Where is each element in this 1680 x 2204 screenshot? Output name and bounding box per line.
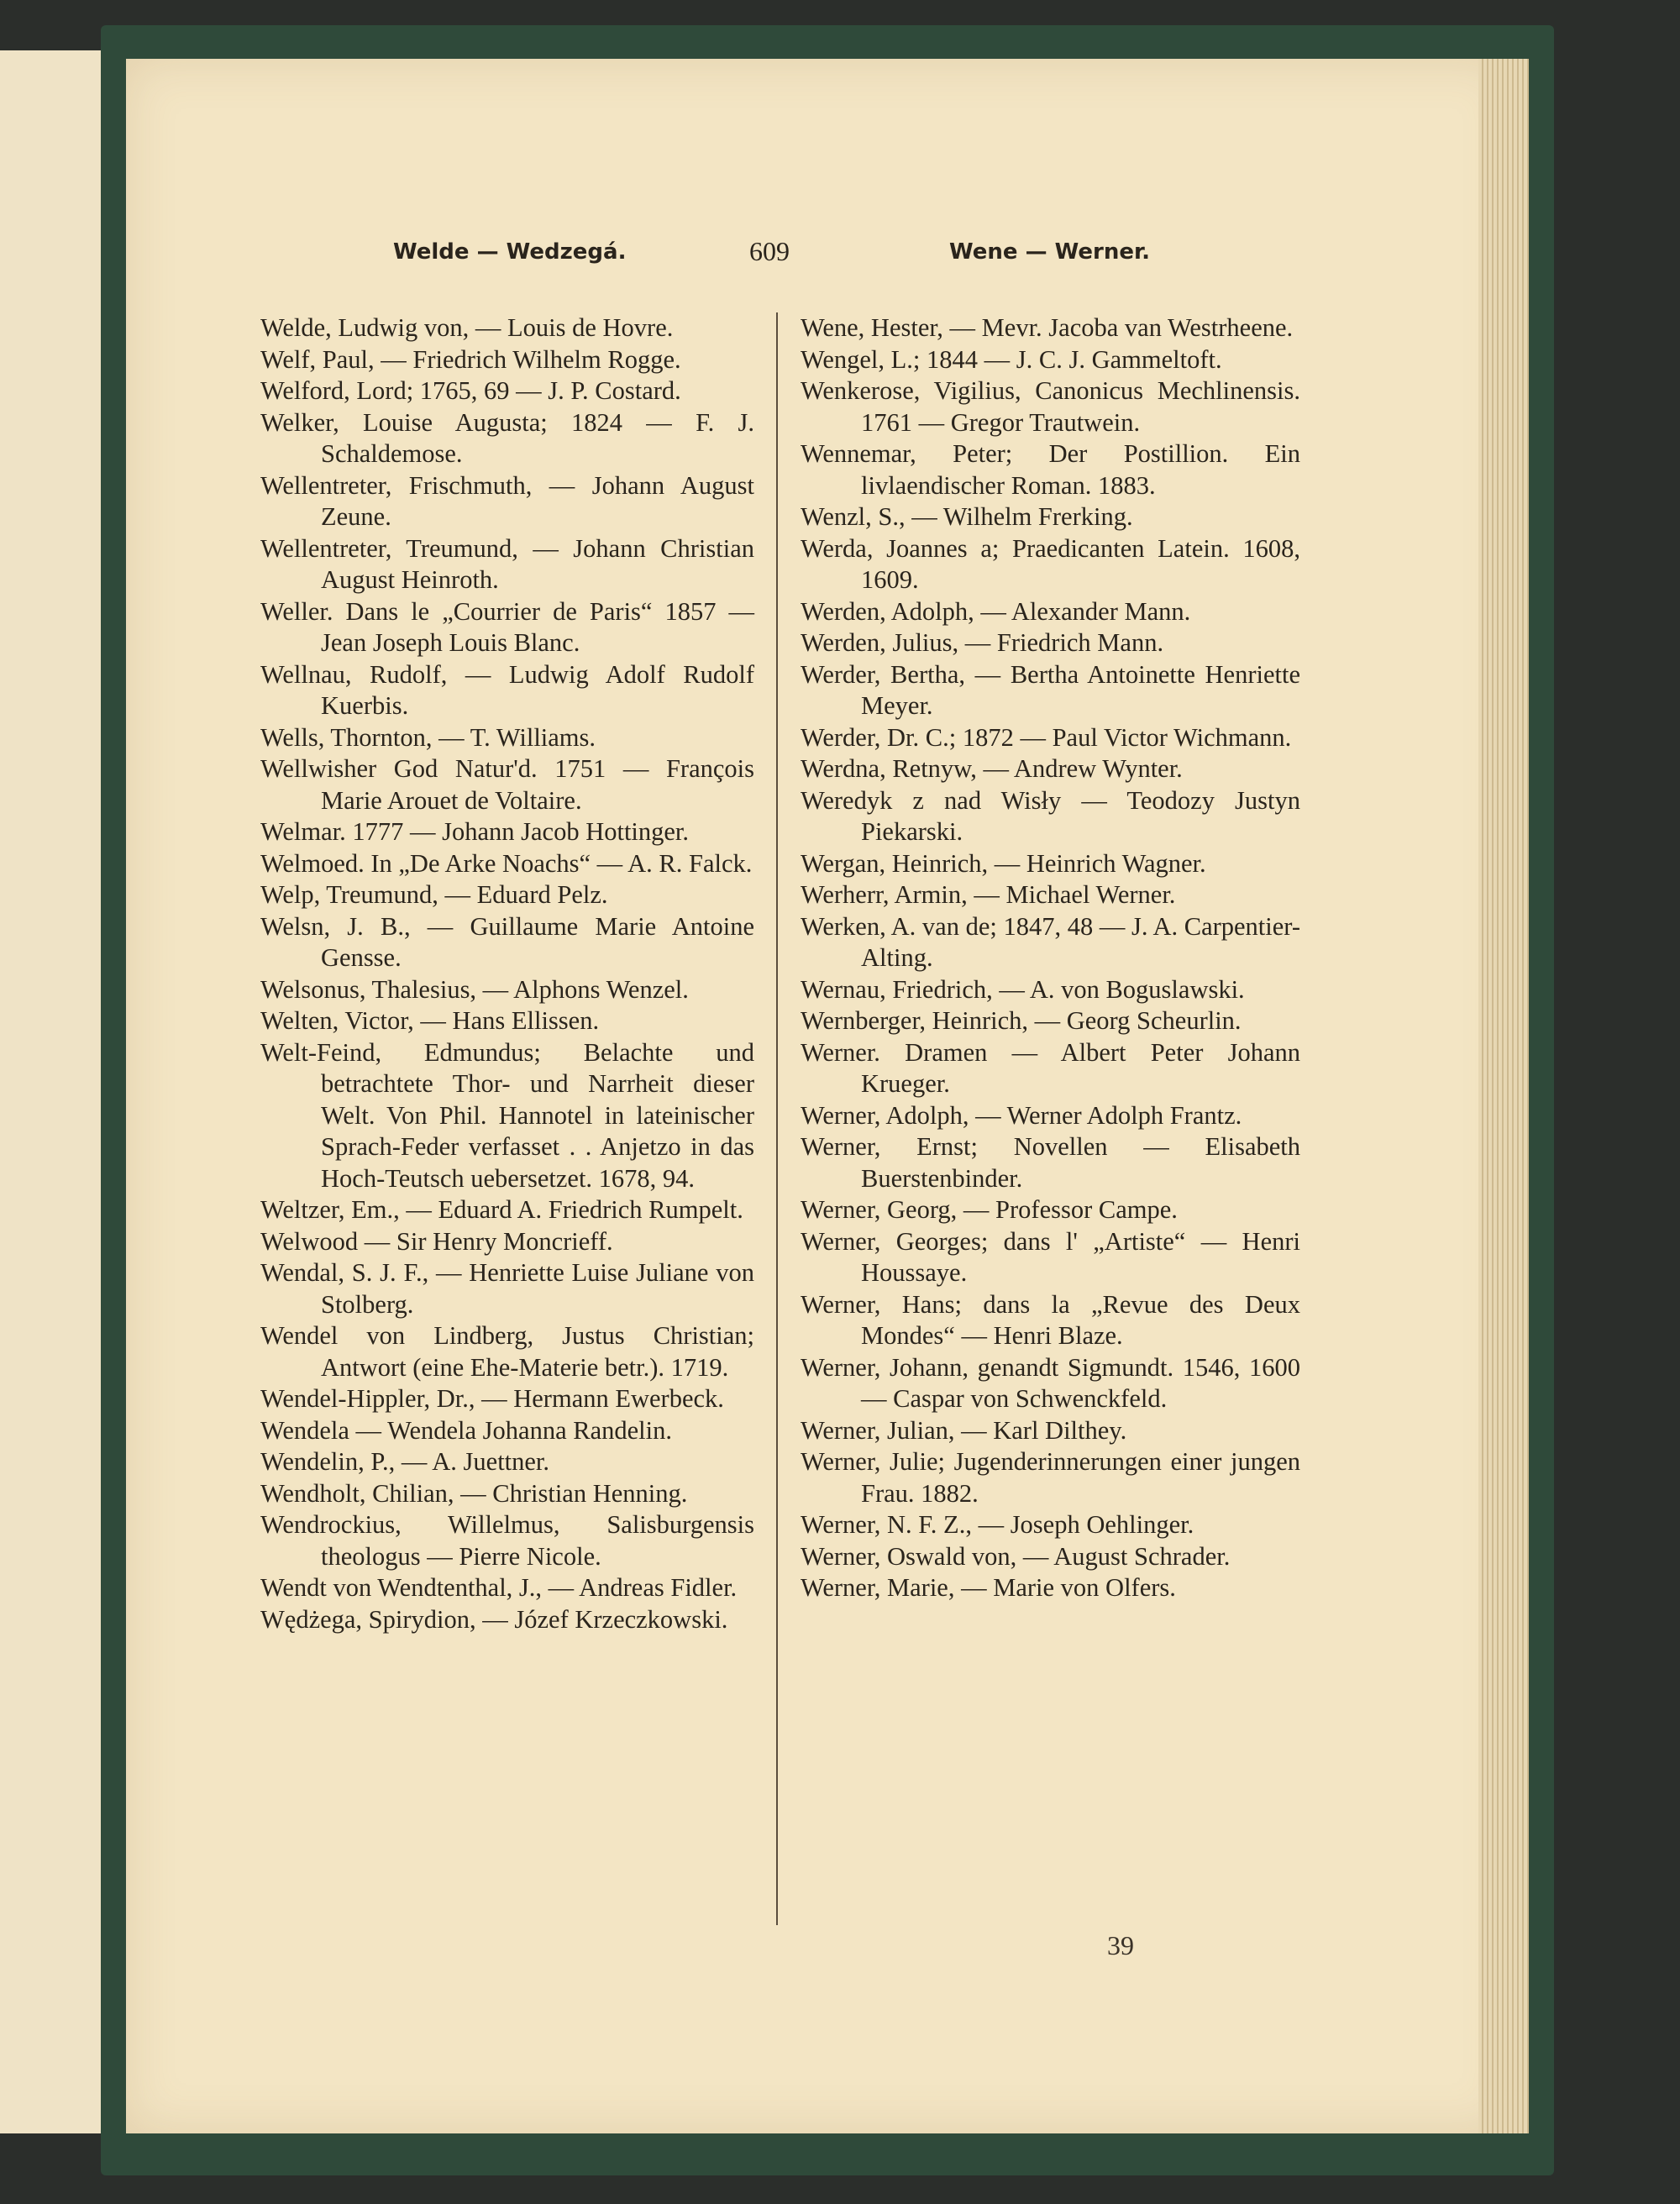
index-entry: Welwood — Sir Henry Moncrieff. — [260, 1226, 613, 1256]
index-entry: Werherr, Armin, — Michael Werner. — [801, 880, 1176, 909]
page-number: 609 — [749, 236, 790, 266]
index-entry: Werner, Johann, genandt Sigmundt. 1546, 1600 — Caspar von Schwenckfeld. — [801, 1352, 1300, 1413]
index-entry: Welmoed. In „De Arke Noachs“ — A. R. Falck. — [260, 848, 753, 878]
index-entry: Weredyk z nad Wisły — Teodozy Justyn Piekarski. — [801, 785, 1300, 846]
index-entry: Werner, Oswald von, — August Schrader. — [801, 1541, 1231, 1571]
index-entry: Wenzl, S., — Wilhelm Frerking. — [801, 502, 1133, 531]
index-entry: Welt-Feind, Edmundus; Belachte und betrachtete Thor- und Narrheit dieser Welt. Von Phil. Hannotel in lateinischer Sprach-Feder verfasset . . Anjetzo in das Hoch-Teutsch uebersetzet. 1678, 94. — [260, 1037, 754, 1193]
left-column — [260, 312, 754, 1635]
index-entry: Wene, Hester, — Mevr. Jacoba van Westrheene. — [801, 313, 1294, 342]
index-entry: Wendel-Hippler, Dr., — Hermann Ewerbeck. — [260, 1384, 724, 1413]
index-entry: Wendrockius, Willelmus, Salisburgensis theologus — Pierre Nicole. — [260, 1510, 754, 1571]
index-entry: Werner, Julie; Jugenderinnerungen einer jungen Frau. 1882. — [801, 1447, 1300, 1508]
index-entry: Welten, Victor, — Hans Ellissen. — [260, 1006, 600, 1035]
running-header — [252, 236, 1361, 281]
index-entry: Wędżega, Spirydion, — Józef Krzeczkowski. — [260, 1604, 728, 1634]
index-entry: Wellwisher God Natur'd. 1751 — François Marie Arouet de Voltaire. — [260, 754, 754, 815]
index-entry: Welp, Treumund, — Eduard Pelz. — [260, 880, 608, 909]
index-entry: Welmar. 1777 — Johann Jacob Hottinger. — [260, 817, 690, 846]
index-entry: Weller. Dans le „Courrier de Paris“ 1857 — Jean Joseph Louis Blanc. — [260, 596, 754, 657]
index-entry: Welker, Louise Augusta; 1824 — F. J. Schaldemose. — [260, 407, 754, 468]
header-right: Wene — Werner. — [949, 239, 1150, 265]
index-entry: Wellentreter, Treumund, — Johann Christian August Heinroth. — [260, 533, 754, 594]
index-entry: Wells, Thornton, — T. Williams. — [260, 722, 596, 752]
index-entry: Welford, Lord; 1765, 69 — J. P. Costard. — [260, 376, 681, 405]
index-entry: Wendela — Wendela Johanna Randelin. — [260, 1415, 672, 1445]
index-entry: Wengel, L.; 1844 — J. C. J. Gammeltoft. — [801, 344, 1222, 374]
signature-mark: 39 — [1107, 1930, 1134, 1960]
index-entry: Wellnau, Rudolf, — Ludwig Adolf Rudolf Kuerbis. — [260, 659, 754, 720]
index-entry: Welsonus, Thalesius, — Alphons Wenzel. — [260, 974, 689, 1004]
index-entry: Werner, Georges; dans l' „Artiste“ — Henri Houssaye. — [801, 1226, 1300, 1287]
index-entry: Werken, A. van de; 1847, 48 — J. A. Carpentier-Alting. — [801, 911, 1300, 972]
index-entry: Werdna, Retnyw, — Andrew Wynter. — [801, 754, 1183, 783]
index-entry: Werner, Georg, — Professor Campe. — [801, 1195, 1178, 1224]
right-column — [801, 312, 1300, 1604]
column-divider — [776, 312, 778, 1925]
index-entry: Wernberger, Heinrich, — Georg Scheurlin. — [801, 1006, 1242, 1035]
index-entry: Werner, N. F. Z., — Joseph Oehlinger. — [801, 1510, 1194, 1539]
index-entry: Welsn, J. B., — Guillaume Marie Antoine Gensse. — [260, 911, 754, 972]
index-entry: Weltzer, Em., — Eduard A. Friedrich Rumpelt. — [260, 1195, 743, 1224]
index-entry: Werden, Julius, — Friedrich Mann. — [801, 628, 1164, 657]
index-entry: Wenkerose, Vigilius, Canonicus Mechlinensis. 1761 — Gregor Trautwein. — [801, 376, 1300, 437]
index-entry: Werner, Hans; dans la „Revue des Deux Mondes“ — Henri Blaze. — [801, 1289, 1300, 1350]
index-entry: Werden, Adolph, — Alexander Mann. — [801, 596, 1191, 626]
index-entry: Wendt von Wendtenthal, J., — Andreas Fidler. — [260, 1573, 738, 1602]
index-entry: Wennemar, Peter; Der Postillion. Ein livlaendischer Roman. 1883. — [801, 439, 1300, 500]
index-entry: Wellentreter, Frischmuth, — Johann August Zeune. — [260, 470, 754, 531]
index-entry: Werner, Ernst; Novellen — Elisabeth Buerstenbinder. — [801, 1132, 1300, 1193]
index-entry: Wernau, Friedrich, — A. von Boguslawski. — [801, 974, 1245, 1004]
header-left: Welde — Wedzegá. — [393, 239, 627, 265]
index-entry: Werner. Dramen — Albert Peter Johann Krueger. — [801, 1037, 1300, 1098]
index-entry: Wendel von Lindberg, Justus Christian; Antwort (eine Ehe-Materie betr.). 1719. — [260, 1321, 754, 1382]
index-entry: Wendal, S. J. F., — Henriette Luise Juliane von Stolberg. — [260, 1258, 754, 1319]
index-entry: Wendholt, Chilian, — Christian Henning. — [260, 1478, 688, 1508]
index-entry: Werner, Adolph, — Werner Adolph Frantz. — [801, 1100, 1242, 1130]
page-edges — [1478, 59, 1529, 2133]
index-entry: Werda, Joannes a; Praedicanten Latein. 1608, 1609. — [801, 533, 1300, 594]
index-entry: Welde, Ludwig von, — Louis de Hovre. — [260, 313, 674, 342]
index-entry: Werder, Dr. C.; 1872 — Paul Victor Wichmann. — [801, 722, 1292, 752]
index-entry: Werner, Marie, — Marie von Olfers. — [801, 1573, 1176, 1602]
index-entry: Welf, Paul, — Friedrich Wilhelm Rogge. — [260, 344, 681, 374]
index-entry: Werner, Julian, — Karl Dilthey. — [801, 1415, 1127, 1445]
index-entry: Werder, Bertha, — Bertha Antoinette Henriette Meyer. — [801, 659, 1300, 720]
index-entry: Wergan, Heinrich, — Heinrich Wagner. — [801, 848, 1206, 878]
index-entry: Wendelin, P., — A. Juettner. — [260, 1447, 550, 1476]
